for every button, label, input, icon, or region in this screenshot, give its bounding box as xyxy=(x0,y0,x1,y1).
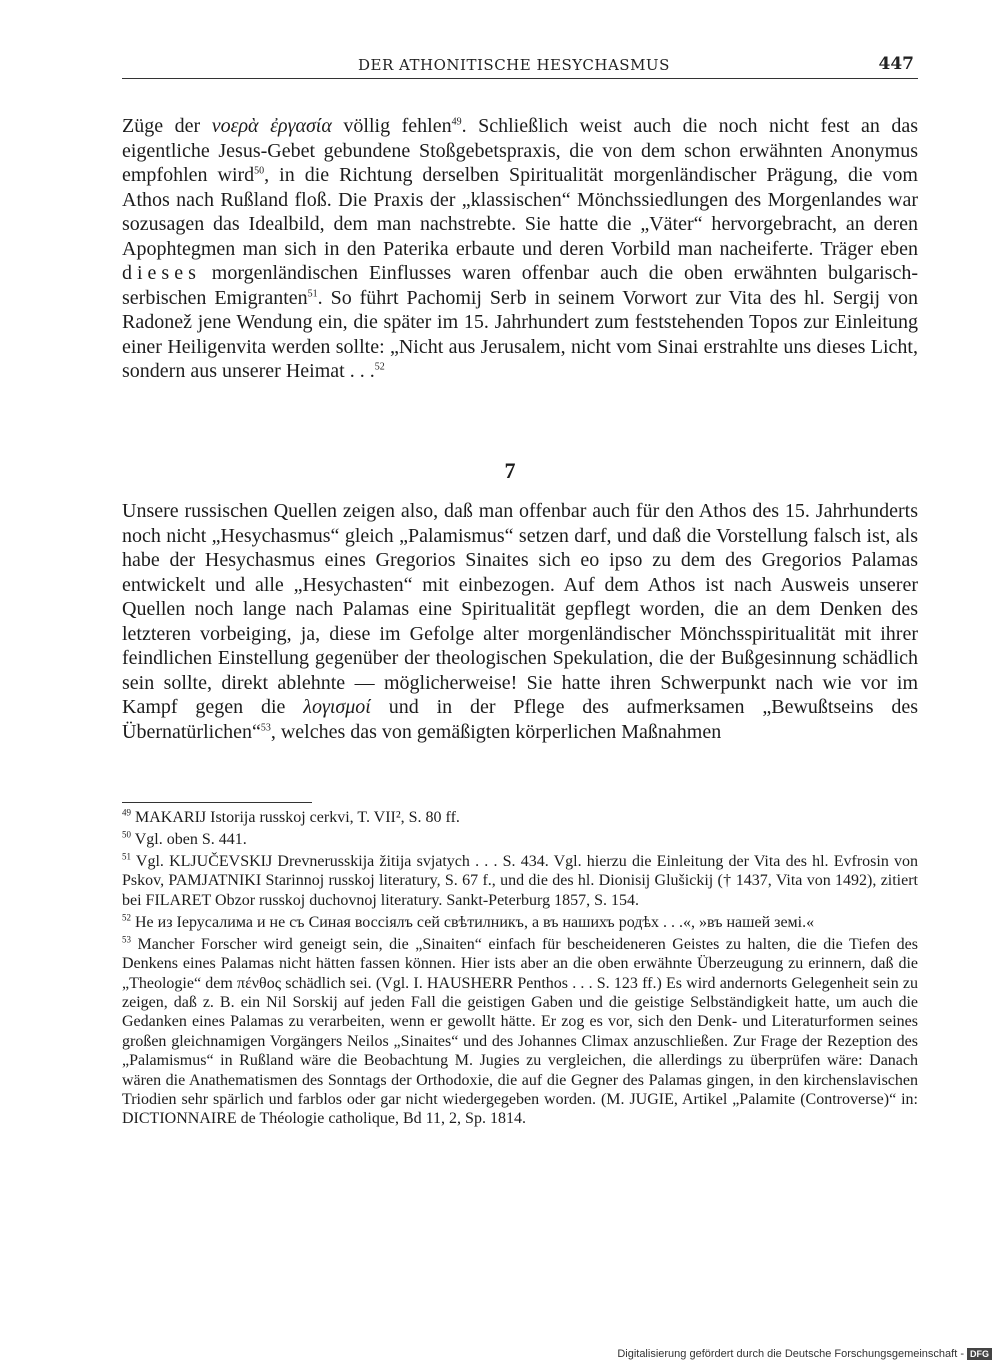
text-run: , in die Richtung derselben Spiritualität morgenländischer Prägung, die vom Athos nach Rußland floß. Die Praxis der „klassischen“ Mönchssiedlungen des Morgenlandes war sozusagen das Idealbild, dem man nachstrebte. Sie hatte die „Väter“ hervorgebracht, an deren Apophtegmen man sich in den Paterika erbaute und deren Vorbild man nacheiferte. Träger eben xyxy=(122,164,918,260)
spaced-emphasis: dieses xyxy=(122,262,201,284)
footnote-ref-49[interactable]: 49 xyxy=(451,116,462,128)
running-head: DER ATHONITISCHE HESYCHASMUS xyxy=(358,56,670,74)
digitization-footer xyxy=(617,1348,992,1360)
text-run: und in der Pflege des aufmerksamen „Bewußtseins des Übernatürlichen“ xyxy=(122,696,919,743)
footnote-text: Mancher Forscher wird geneigt sein, die „Sinaiten“ einfach für bescheideneren Geistes zu halten, die die Tiefen des Denkens eines Palamas nicht hätten fassen können. Hier ists aber an die oben erwähnte Überzeugung zu erinnern, daß die „Theologie“ dem πένθος schädlich sei. (Vgl. I. HAUSHERR Penthos . . . S. 123 ff.) Es wird andernorts Gelegenheit sein zu zeigen, daß z. B. ein Nil Sorskij auf jeden Fall die geistigen Gaben und die geistige Selbständigkeit hatte, um auch die Gedanken eines Palamas zu verarbeiten, wenn er gewollt hätte. Er zog es vor, sich den Denk- und Literaturformen seines großen gleichnamigen Vorgängers Neilos „Sinaites“ und des Johannes Climax anzuschließen. Zur Frage der Rezeption des „Palamismus“ in Rußland wäre die Beobachtung M. Jugies zu vergleichen, die allerdings zu überprüfen wäre: Danach wären die Anathematismen des Sonntags der Orthodoxie, die auf die Gegner des Palamas gingen, in den kirchenslavischen Triodien sehr spärlich und farblos oder gar nicht wiedergegeben worden. (M. JUGIE, Artikel „Palamite (Controverse)“ in: DICTIONNAIRE de Théologie catholique, Bd 11, 2, Sp. 1814. xyxy=(122,935,919,1128)
footnote xyxy=(122,852,918,910)
paragraph-1 xyxy=(122,114,918,384)
footnote-number: 50 xyxy=(122,829,131,840)
text-run: morgenländischen Einflusses waren offenbar auch die oben erwähnten bulgarisch-serbischen Emigranten xyxy=(122,262,918,309)
section-number: 7 xyxy=(504,458,516,483)
footnote xyxy=(122,913,918,932)
paragraph-2-text xyxy=(122,499,918,744)
page-header xyxy=(122,54,918,78)
footnote-ref-50[interactable]: 50 xyxy=(254,165,265,177)
footnote xyxy=(122,935,918,1129)
footnote-number: 49 xyxy=(122,807,131,818)
footnote-text: Vgl. oben S. 441. xyxy=(134,831,247,848)
text-run: . So führt Pachomij Serb in seinem Vorwort zur Vita des hl. Sergij von Radonež jene Wendung ein, die später im 15. Jahrhundert zum feststehenden Topos zur Einleitung einer Heiligenvita werden sollte: „Nicht aus Jerusalem, nicht vom Sinai erstrahlte uns dieses Licht, sondern aus unserer Heimat . . . xyxy=(122,286,919,382)
text-run: , welches das von gemäßigten körperlichen Maßnahmen xyxy=(270,720,722,743)
text-run: Züge der xyxy=(122,115,212,137)
footnote-rule xyxy=(122,802,312,803)
footnote-number: 52 xyxy=(122,912,131,923)
footnote-ref-53[interactable]: 53 xyxy=(260,721,271,733)
text-run: . Schließlich weist auch die noch nicht fest an das eigentliche Jesus-Gebet gebundene Stoßgebetspraxis, die von dem schon erwähnten Anonymus empfohlen wird xyxy=(122,115,919,186)
dfg-logo: DFG xyxy=(967,1348,992,1360)
footnote-ref-52[interactable]: 52 xyxy=(374,361,385,373)
footnote xyxy=(122,808,918,827)
footnotes xyxy=(122,808,918,1131)
paragraph-2 xyxy=(122,499,918,744)
footnote-number: 51 xyxy=(122,851,131,862)
footnote-number: 53 xyxy=(122,934,131,945)
footnote-text: Не из Іерусалима и не съ Синая воссіялъ сей свѣтилникъ, а въ нашихъ родѣх . . .«, »въ нашей земі.« xyxy=(135,913,815,931)
footnote-ref-51[interactable]: 51 xyxy=(307,287,318,299)
header-rule xyxy=(122,78,918,79)
footnote-text: Vgl. KLJUČEVSKIJ Drevnerusskija žitija svjatych . . . S. 434. Vgl. hierzu die Einleitung der Vita des hl. Evfrosin von Pskov, PAMJATNIKI Starinnoj russkoj literatury, S. 67 f., und die des hl. Dionisij Glušickij († 1437, Vita von 1492), zitiert bei FILARET Obzor russkoj duchovnoj literatury. Sankt-Peterburg 1857, S. 154. xyxy=(122,853,919,909)
text-run: Unsere russischen Quellen zeigen also, daß man offenbar auch für den Athos des 15. Jahrhunderts noch nicht „Hesychasmus“ gleich „Palamismus“ setzen darf, und daß die Vorstellung falsch ist, als habe der Hesychasmus eines Gregorios Sinaites sich eo ipso zu dem des Gregorios Palamas entwickelt und alle „Hesychasten“ mit einbezogen. Auf dem Athos ist nach Ausweis unserer Quellen noch lange nach Palamas eine Spiritualität gepflegt worden, die an dem Denken des letzteren vorbeiging, ja, diese im Gefolge alter morgenländischer Mönchsspiritualität mit ihrer feindlichen Einstellung gegenüber der theologischen Spekulation, die der Bußgesinnung schädlich sein sollte, direkt ablehnte — möglicherweise! Sie hatte ihren Schwerpunkt nach wie vor im Kampf gegen die xyxy=(122,500,918,718)
footnote-text: MAKARIJ Istorija russkoj cerkvi, T. VII², S. 80 ff. xyxy=(135,809,460,826)
paragraph-1-text xyxy=(122,114,918,384)
footnote xyxy=(122,830,918,849)
page-number: 447 xyxy=(878,54,914,74)
greek-term: νοερὰ ἐργασία xyxy=(211,115,332,137)
text-run: völlig fehlen xyxy=(331,115,452,137)
footer-text: Digitalisierung gefördert durch die Deutsche Forschungsgemeinschaft - xyxy=(617,1348,964,1360)
greek-term: λογισμοί xyxy=(303,696,371,718)
